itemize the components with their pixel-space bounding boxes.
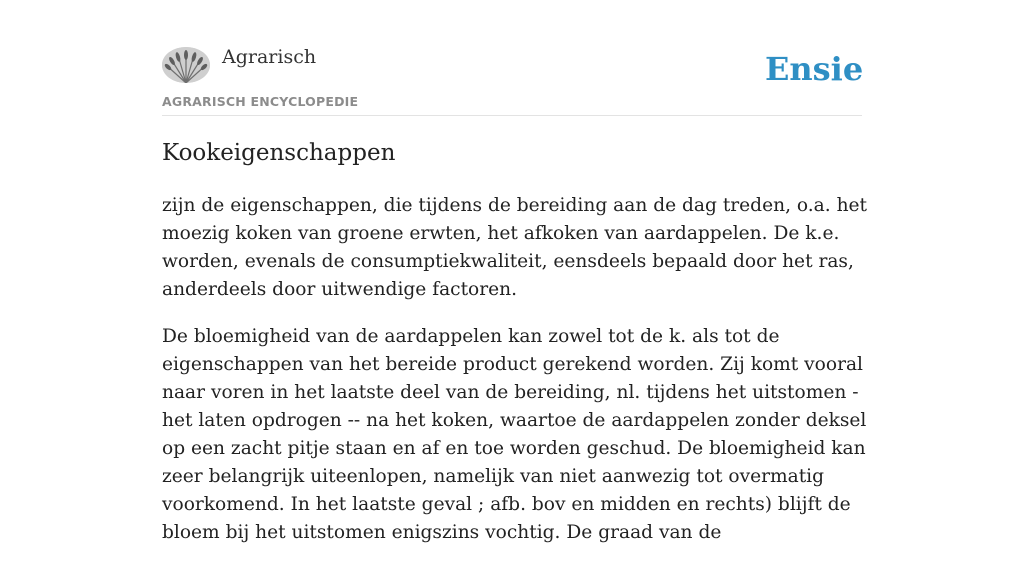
article-title: Kookeigenschappen — [162, 140, 396, 166]
ensie-logo[interactable]: Ensie — [765, 50, 864, 88]
header-divider — [162, 115, 862, 116]
source-subtitle: AGRARISCH ENCYCLOPEDIE — [162, 94, 359, 109]
article-body — [162, 192, 872, 566]
avatar[interactable] — [162, 47, 210, 83]
wheat-sheaf-icon — [162, 47, 210, 83]
source-name[interactable]: Agrarisch — [222, 46, 317, 68]
article-paragraph: De bloemigheid van de aardappelen kan zowel tot de k. als tot de eigenschappen van het bereide product gerekend worden. Zij komt vooral naar voren in het laatste deel van de bereiding, nl. tijdens het uitstomen - het laten opdrogen -- na het koken, waartoe de aardappelen zonder deksel op een zacht pitje staan en af en toe worden geschud. De bloemigheid kan zeer belangrijk uiteenlopen, namelijk van niet aanwezig tot overmatig voorkomend. In het laatste geval ; afb. bov en midden en rechts) blijft de bloem bij het uitstomen enigszins vochtig. De graad van de — [162, 326, 867, 543]
article-paragraph: zijn de eigenschappen, die tijdens de bereiding aan de dag treden, o.a. het moezig koken van groene erwten, het afkoken van aardappelen. De k.e. worden, evenals de consumptiekwaliteit, eensdeels bepaald door het ras, anderdeels door uitwendige factoren. — [162, 195, 868, 300]
